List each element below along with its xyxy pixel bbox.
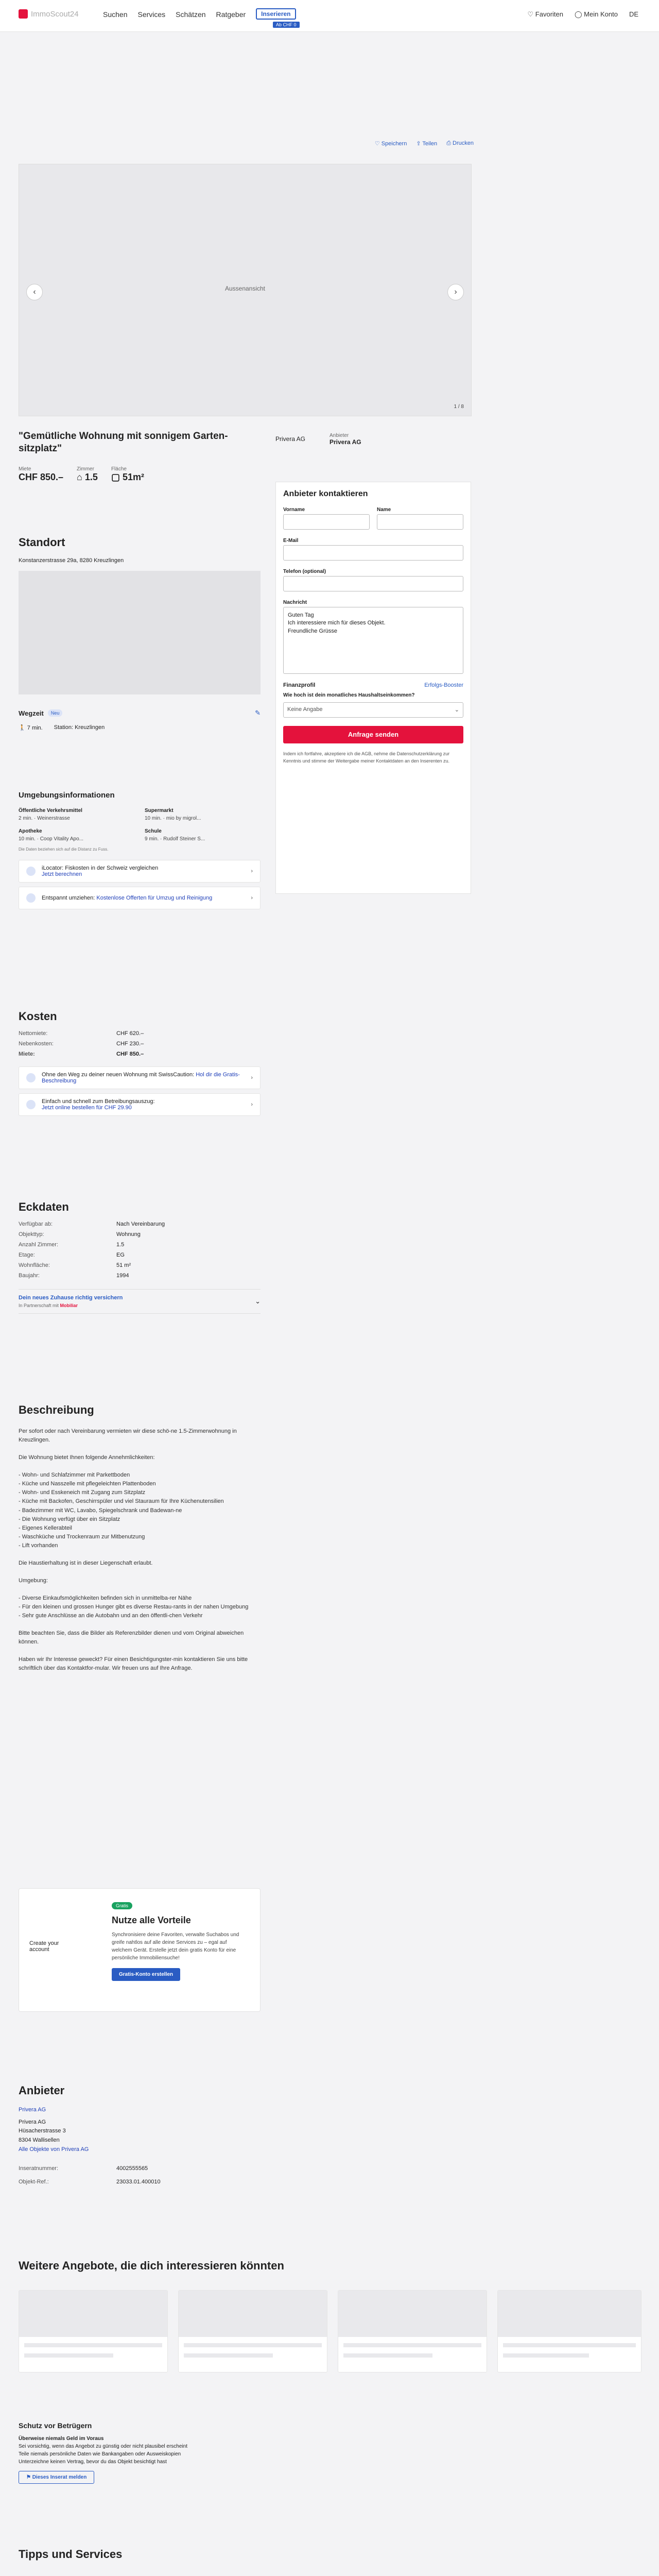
advertiser-short: Privera AG <box>275 435 306 443</box>
advertiser-block: Anbieter Privera AG <box>330 433 361 446</box>
chevron-right-icon: › <box>251 868 253 874</box>
location-section: Standort Konstanzerstrasse 29a, 8280 Kreuzlingen Wegzeit Neu ✎ 🚶 7 min. Station: Kreuzlingen <box>19 536 261 731</box>
env-transport: Öffentliche Verkehrsmittel 2 min. · Weinerstrasse <box>19 808 82 821</box>
new-badge: Neu <box>48 709 63 717</box>
nav-search[interactable]: Suchen <box>103 10 128 19</box>
image-gallery[interactable] <box>19 164 472 416</box>
costs-section: Kosten Nettomiete: CHF 620.– Nebenkosten: CHF 230.– Miete: CHF 850.– Ohne den Weg zu deiner neuen Wohnung mit SwissCaution: Hol dir die Gratis-Beschreibung › Einfach und schnell zum Betreibungsauszug: Jetzt online bestellen für CHF 29.90 › <box>19 1010 261 1120</box>
provider-link[interactable]: Privera AG <box>19 2107 46 2113</box>
key-facts: Miete CHF 850.– Zimmer ⌂ 1.5 Fläche ▢ 51m² <box>19 466 144 482</box>
gallery-counter: 1 / 8 <box>454 404 464 410</box>
gallery-next-button[interactable]: › <box>447 284 464 300</box>
insert-badge: Ab CHF 0 <box>273 22 300 28</box>
truck-icon <box>26 893 36 903</box>
insurance-promo[interactable]: Dein neues Zuhause richtig versichern In Partnerschaft mit Mobiliar ⌄ <box>19 1289 261 1314</box>
chevron-right-icon: › <box>251 1101 253 1108</box>
offer-card-placeholder[interactable] <box>19 2290 168 2372</box>
edit-route-icon[interactable]: ✎ <box>255 709 261 717</box>
insert-button[interactable]: Inserieren <box>256 8 296 20</box>
moving-banner[interactable]: Entspannt umziehen: Kostenlose Offerten für Umzug und Reinigung › <box>19 887 261 909</box>
flag-icon: ⚑ <box>26 2475 32 2480</box>
location-map[interactable] <box>19 571 261 694</box>
logo[interactable]: ImmoScout24 <box>19 9 79 19</box>
swisscaution-banner[interactable]: Ohne den Weg zu deiner neuen Wohnung mit SwissCaution: Hol dir die Gratis-Beschreibung › <box>19 1066 261 1089</box>
all-objects-link[interactable]: Alle Objekte von Privera AG <box>19 2146 89 2153</box>
tips-heading: Tipps und Services <box>19 2548 123 2561</box>
share-bar <box>319 140 474 147</box>
income-select[interactable]: Keine Angabe ⌄ <box>283 702 463 718</box>
save-button[interactable]: ♡ Speichern <box>374 141 407 147</box>
contact-form: Anbieter kontaktieren Vorname Name E-Mail Telefon (optional) Nachricht Guten Tag Ich interessiere mich für dieses Objekt. Freundliche Grüsse Finanzprofil Erfolgs-Booster Wie hoch ist dein monatliches Haushaltseinkommen? Keine Angabe ⌄ Anfrage senden Indem ich fortfahre, akzeptiere ich die AGB, nehme die Datenschutzerklärung zur Kenntnis und stimme der Weitergabe meiner Kontaktdaten an den Inserenten zu. <box>275 482 471 894</box>
header <box>0 0 659 32</box>
print-button[interactable]: ⎙ Drucken <box>446 140 474 146</box>
offer-card-placeholder[interactable] <box>338 2290 487 2372</box>
free-badge: Gratis <box>112 1902 132 1909</box>
firstname-input[interactable] <box>283 514 370 530</box>
rooms-icon: ⌂ <box>77 471 85 482</box>
env-school: Schule 9 min. · Rudolf Steiner S... <box>145 828 205 842</box>
nav-services[interactable]: Services <box>137 10 166 19</box>
nav-estimate[interactable]: Schätzen <box>176 10 206 19</box>
email-input[interactable] <box>283 545 463 561</box>
main-nav <box>103 10 297 27</box>
info-icon <box>26 867 36 876</box>
facts-section: Eckdaten Verfügbar ab: Nach Vereinbarung Objekttyp: Wohnung Anzahl Zimmer: 1.5 Etage: EG Wohnfläche: 51 m² Baujahr: 1994 Dein neues Zuhause richtig versichern In Partnerschaft mit Mobiliar ⌄ <box>19 1200 261 1314</box>
logo-icon <box>19 9 28 19</box>
lastname-input[interactable] <box>377 514 463 530</box>
nav-guide[interactable]: Ratgeber <box>216 10 246 19</box>
ilocator-banner[interactable]: iLocator: Fiskosten in der Schweiz vergleichen Jetzt berechnen › <box>19 860 261 883</box>
phone-input[interactable] <box>283 576 463 591</box>
env-supermarket: Supermarkt 10 min. · mio by migrol... <box>145 808 201 821</box>
fraud-section: Schutz vor Betrügern Überweise niemals Geld im Voraus Sei vorsichtig, wenn das Angebot zu günstig oder nicht plausibel erscheint Teile niemals persönliche Daten wie Bankangaben oder Ausweiskopien Unterzeichne keinen Vertrag, bevor du das Objekt besichtigt hast ⚑ Dieses Inserat melden <box>19 2421 224 2484</box>
mobiliar-logo: Mobiliar <box>60 1303 78 1308</box>
share-button[interactable]: ⇪ Teilen <box>416 141 438 147</box>
chevron-down-icon: ⌄ <box>454 707 459 713</box>
listing-title: "Gemütliche Wohnung mit sonnigem Garten-sitzplatz" <box>19 431 228 454</box>
chevron-down-icon: ⌄ <box>255 1297 261 1305</box>
debt-extract-banner[interactable]: Einfach und schnell zum Betreibungsauszug: Jetzt online bestellen für CHF 29.90 › <box>19 1093 261 1116</box>
address: Konstanzerstrasse 29a, 8280 Kreuzlingen <box>19 557 124 564</box>
account-benefits-card: Create your account Gratis Nutze alle Vorteile Synchronisiere deine Favoriten, verwalte Suchabos und greife nahtlos auf alle deine Services zu – egal auf welchem Gerät. Erstelle jetzt dein gratis Konto für eine persönliche Immobiliensuche! Gratis-Konto erstellen <box>19 1888 261 2012</box>
fin-badge: Erfolgs-Booster <box>424 682 463 688</box>
area-icon: ▢ <box>111 471 123 482</box>
offer-card-placeholder[interactable] <box>497 2290 641 2372</box>
contact-legal-text: Indem ich fortfahre, akzeptiere ich die AGB, nehme die Datenschutzerklärung zur Kenntnis und stimme der Weitergabe meiner Kontaktdaten an den Inserenten zu. <box>283 751 450 764</box>
area-value: ▢ 51m² <box>111 471 144 482</box>
language-select[interactable]: DE <box>629 10 638 18</box>
env-pharmacy: Apotheke 10 min. · Coop Vitality Apo... <box>19 828 83 842</box>
create-account-button[interactable]: Gratis-Konto erstellen <box>112 1968 180 1981</box>
gallery-caption: Aussenansicht <box>224 285 266 292</box>
environment-section: Umgebungsinformationen Öffentliche Verkehrsmittel 2 min. · Weinerstrasse Supermarkt 10 min. · mio by migrol... Apotheke 10 min. · Coop Vitality Apo... Schule 9 min. · Rudolf Steiner S... Die Daten beziehen sich auf die Distanz zu Fuss. iLocator: Fiskosten in der Schweiz vergleichen Jetzt berechnen › Entspannt umziehen: Kostenlose Offerten für Umzug und Reinigung › <box>19 791 261 913</box>
listing-summary <box>19 430 266 483</box>
account-link[interactable]: ◯ Mein Konto <box>575 10 618 18</box>
document-icon <box>26 1100 36 1109</box>
more-offers-heading: Weitere Angebote, die dich interessieren könnten <box>19 2259 284 2272</box>
walk-icon: 🚶 7 min. <box>19 725 43 731</box>
header-actions <box>528 10 638 19</box>
rent-value: CHF 850.– <box>19 471 64 482</box>
rooms-value: ⌂ 1.5 <box>77 471 98 482</box>
contact-heading: Anbieter kontaktieren <box>283 489 368 498</box>
message-textarea[interactable]: Guten Tag Ich interessiere mich für dieses Objekt. Freundliche Grüsse <box>283 607 463 674</box>
favorites-link[interactable]: ♡ Favoriten <box>527 10 563 18</box>
description-section: Beschreibung Per sofort oder nach Vereinbarung vermieten wir diese schö-ne 1.5-Zimmerwohnung in Kreuzlingen. Die Wohnung bietet Ihnen folgende Annehmlichkeiten: - Wohn- und Schlafzimmer mit Parkettboden - Küche und Nasszelle mit pflegeleichten Plattenboden - Wohn- und Esskeneich mit Zugang zum Sitzplatz - Küche mit Backofen, Geschirrspüler und viel Stauraum für Ihre Küchenutensilien - Badezimmer mit WC, Lavabo, Spiegelschrank und Badewan-ne - Die Wohnung verfügt über ein Sitzplatz - Eigenes Kellerabteil - Waschküche und Trockenraum zur Mitbenutzung - Lift vorhanden Die Haustierhaltung ist in dieser Liegenschaft erlaubt. Umgebung: - Diverse Einkaufsmöglichkeiten befinden sich in unmittelba-rer Nähe - Für den kleinen und grossen Hunger gibt es diverse Restau-rants in der nahen Umgebung - Sehr gute Anschlüsse an die Autobahn und an den öffentli-chen Verkehr Bitte beachten Sie, dass die Bilder als Referenzbilder dienen und vom Original abweichen können. Haben wir Ihr Interesse geweckt? Für einen Besichtigungster-min kontaktieren Sie uns bitte schriftlich über das Kontaktfor-mular. Wir freuen uns auf Ihre Anfrage. <box>19 1403 249 1672</box>
gallery-prev-button[interactable]: ‹ <box>26 284 43 300</box>
shield-icon <box>26 1073 36 1082</box>
offer-card-placeholder[interactable] <box>178 2290 327 2372</box>
report-listing-button[interactable]: ⚑ Dieses Inserat melden <box>19 2471 94 2484</box>
chevron-right-icon: › <box>251 1075 253 1081</box>
submit-inquiry-button[interactable]: Anfrage senden <box>283 726 463 743</box>
chevron-right-icon: › <box>251 895 253 901</box>
provider-section: Anbieter Privera AG Privera AG Hüsacherstrasse 3 8304 Wallisellen Alle Objekte von Privera AG Inseratnummer: 4002555565 Objekt-Ref.: 23033.01.400010 <box>19 2081 261 2191</box>
